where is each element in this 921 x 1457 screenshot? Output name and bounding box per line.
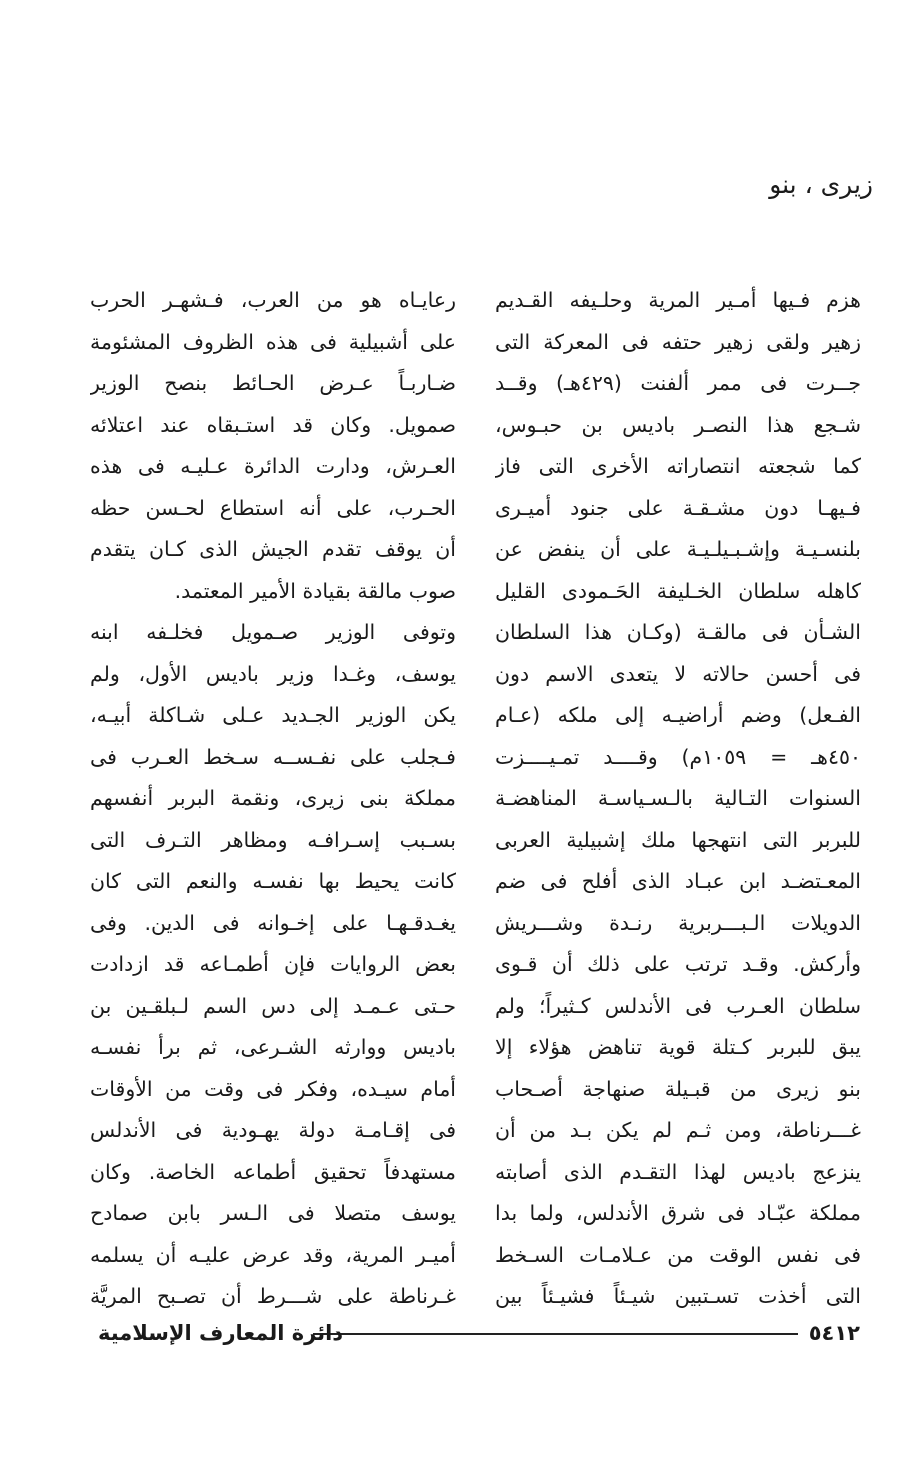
text-column-right: [495, 280, 861, 1318]
text-line: أن يوقف تقدم الجيش الذى كـان يتقدم: [90, 537, 456, 561]
text-line: مملكة بنى زيرى، ونقمة البربر أنفسهم: [90, 786, 456, 810]
text-column-left: [90, 280, 456, 1318]
page-number: ٥٤١٢: [808, 1321, 860, 1345]
text-line: بعض الروايات فإن أطمـاعه قد ازدادت: [90, 952, 456, 976]
text-line: العـرش، ودارت الدائرة عـليـه فى هذه: [90, 454, 456, 478]
footer-divider: [313, 1333, 798, 1335]
journal-title: دائرة المعارف الإسلامية: [98, 1321, 344, 1345]
text-line: كانت يحيط بها نفسـه والنعم التى كان: [90, 869, 456, 893]
text-line: جــرت فى ممر ألفنت (٤٢٩هـ) وقــد: [495, 371, 861, 395]
text-line: كما شجعته انتصاراته الأخرى التى فاز: [495, 454, 861, 478]
text-line: فى نفس الوقت من عـلامـات السـخط: [495, 1242, 861, 1267]
text-line: فى إقـامـة دولة يهـودية فى الأندلس: [90, 1118, 456, 1142]
text-line: يوسف متصلا فى الـسر بابن صمادح: [90, 1201, 456, 1225]
text-line: مستهدفاً تحقيق أطماعه الخاصة. وكان: [90, 1159, 456, 1184]
page-footer: [98, 1316, 860, 1350]
text-line: للبربر التى انتهجها ملك إشبيلية العربى: [495, 827, 861, 852]
text-line: ينزعج باديس لهذا التقـدم الذى أصابته: [495, 1159, 861, 1184]
text-line: غـرناطة على شـــرط أن تصـبح المريَّة: [90, 1284, 456, 1308]
text-line: كاهله سلطان الخـليفة الحَـمودى القليل: [495, 578, 861, 603]
text-line: غـــرناطة، ومن ثـم لم يكن بـد من أن: [495, 1118, 861, 1142]
text-line: الشـأن فى مالقـة (وكـان هذا السلطان: [495, 620, 861, 644]
text-line: شـجع هذا النصـر باديس بن حبـوس،: [495, 412, 861, 437]
text-line: ٤٥٠هـ = ١٠٥٩م) وقــــد تمـيــــزت: [495, 744, 861, 769]
text-line: باديس ووارثه الشـرعى، ثم برأ نفسـه: [90, 1035, 456, 1059]
text-line: فـيهـا دون مشـقـة على جنود أميـرى: [495, 495, 861, 520]
text-line: المعـتضـد ابن عبـاد الذى أفلح فى ضم: [495, 869, 861, 893]
text-line: يبق للبربر كـتلة قوية تناهض هؤلاء إلا: [495, 1035, 861, 1059]
text-line: التى أخذت تسـتبين شيـئاً فشيـئاً بين: [495, 1284, 861, 1308]
text-line: مملكة عبّـاد فى شرق الأندلس، ولما بدا: [495, 1201, 861, 1225]
text-line: يغـدقـهـا على إخـوانه فى الدين. وفى: [90, 910, 456, 935]
text-line: وأركش. وقـد ترتب على ذلك أن قـوى: [495, 952, 861, 976]
text-line: الدويلات الـبـــربرية رنـدة وشـــريش: [495, 910, 861, 935]
text-line: وتوفى الوزير صـمويل فخلـفه ابنه: [90, 620, 456, 644]
text-line: هزم فـيها أمـير المرية وحلـيفه القـديم: [495, 288, 861, 312]
text-line: سلطان العـرب فى الأندلس كـثيراً؛ ولم: [495, 993, 861, 1018]
text-line: أمام سيـده، وفكر فى وقت من الأوقات: [90, 1076, 456, 1101]
text-line: على أشبيلية فى هذه الظروف المشئومة: [90, 329, 456, 354]
text-line: صوب مالقة بقيادة الأمير المعتمد.: [174, 578, 456, 603]
text-line: صمويل. وكان قد استـبقاه عند اعتلائه: [90, 412, 456, 437]
text-line: الفـعل) وضم أراضيـه إلى ملكه (عـام: [495, 703, 861, 727]
text-line: بسـبب إسـرافـه ومظاهر التـرف التى: [90, 827, 456, 852]
text-line: بلنسـيـة وإشـبـيلـيـة على أن ينفض عن: [495, 537, 861, 561]
text-line: السنوات التـالية بالـسـياسـة المناهضـة: [495, 786, 861, 810]
text-line: حـتى عـمـد إلى دس السم لـبلقـين بن: [90, 993, 456, 1018]
text-line: الحـرب، على أنه استطاع لحـسن حظه: [90, 495, 456, 520]
text-line: يوسف، وغـدا وزير باديس الأول، ولم: [90, 661, 456, 686]
text-line: يكن الوزير الجـديد عـلى شـاكلة أبيـه،: [90, 703, 456, 727]
text-line: بنو زيرى من قبـيلة صنهاجة أصـحاب: [495, 1076, 861, 1101]
text-line: زهير ولقى زهير حتفه فى المعركة التى: [495, 329, 861, 354]
text-line: ضـاربـاً عـرض الحـائط بنصح الوزير: [90, 371, 456, 395]
text-line: أميـر المرية، وقد عرض عليـه أن يسلمه: [90, 1242, 456, 1267]
text-line: رعايـاه هو من العرب، فـشهـر الحرب: [90, 288, 456, 312]
article-title: زيرى ، بنو: [769, 170, 873, 199]
text-line: فـجلب على نفـســه سـخط العـرب فى: [90, 744, 456, 769]
text-line: فى أحسن حالاته لا يتعدى الاسم دون: [495, 661, 861, 686]
